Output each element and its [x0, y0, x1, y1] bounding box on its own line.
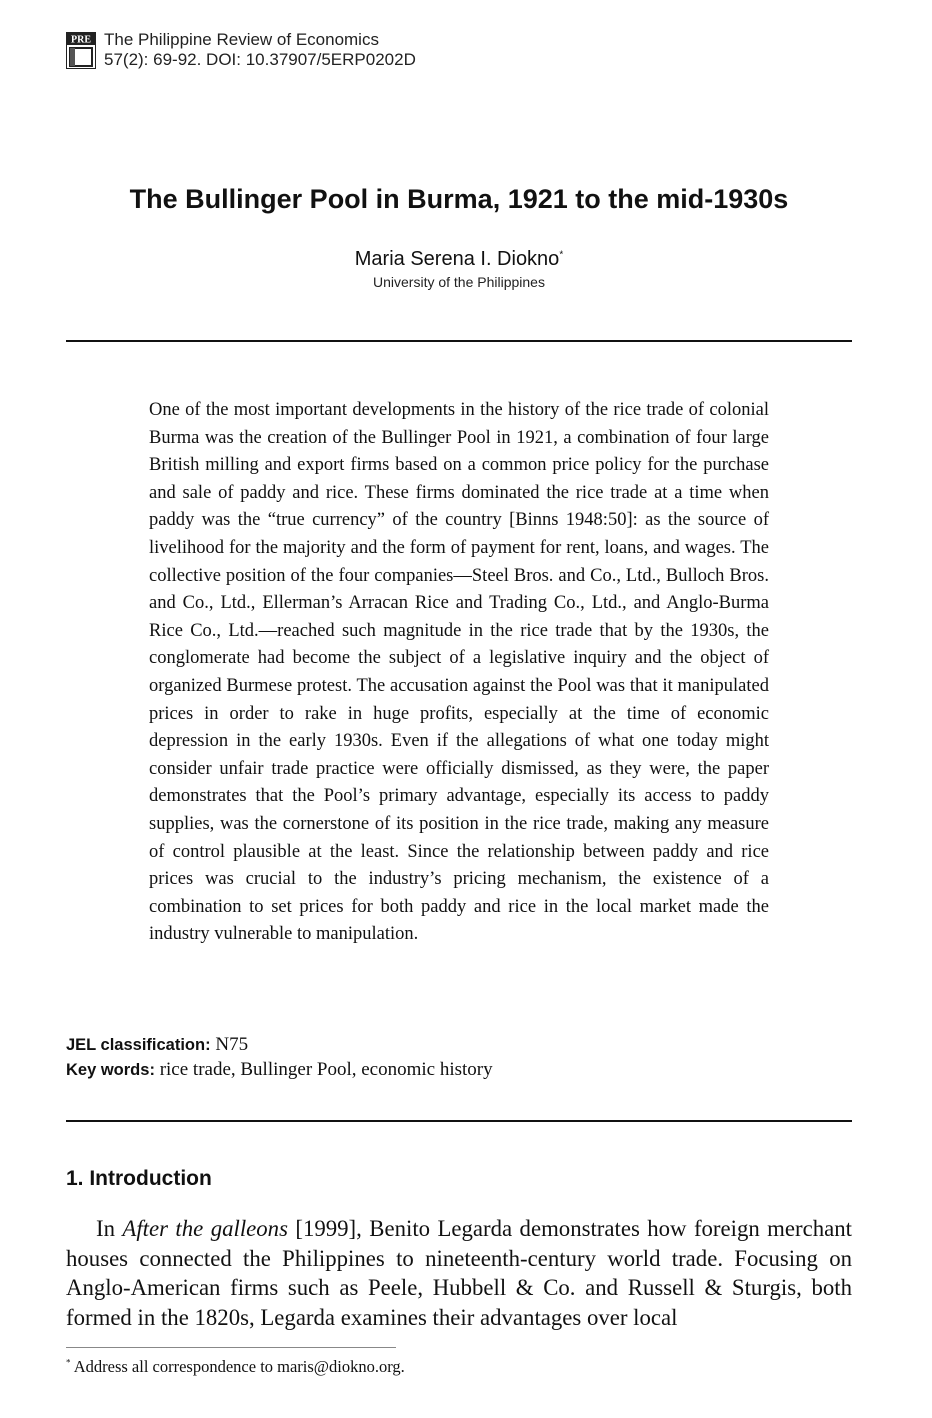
footnote-divider: [66, 1347, 396, 1348]
keywords-value: rice trade, Bullinger Pool, economic history: [159, 1059, 493, 1080]
footnote-text: Address all correspondence to maris@diokno.org.: [73, 1357, 405, 1376]
keywords-label: Key words:: [66, 1061, 155, 1079]
journal-logo-icon: [66, 32, 96, 69]
intro-text: [1999], Benito Legarda demonstrates how foreign merchant houses connected the Philippines to nineteenth-century world trade. Focusing on Anglo-American firms such as Peele, Hubbell & Co. and Russell & Sturgis, both formed in the 1820s, Legarda examines their advantages over local: [66, 1216, 852, 1330]
keywords: [66, 1058, 493, 1082]
author-footnote-mark: *: [559, 249, 564, 261]
journal-citation: 57(2): 69-92. DOI: 10.37907/5ERP0202D: [104, 50, 416, 69]
author-line: [0, 246, 918, 272]
intro-book-title: After the galleons: [122, 1216, 288, 1241]
section-heading-introduction: 1. Introduction: [66, 1167, 212, 1190]
journal-header: [66, 30, 416, 70]
introduction-paragraph: [66, 1214, 852, 1332]
author-affiliation: University of the Philippines: [373, 274, 545, 290]
article-title: The Bullinger Pool in Burma, 1921 to the mid-1930s: [129, 184, 789, 214]
bottom-divider: [66, 1120, 852, 1122]
footnote: [66, 1356, 405, 1378]
svg-text:PRE: PRE: [71, 34, 91, 46]
jel-classification: [66, 1033, 248, 1057]
abstract: One of the most important developments in the history of the rice trade of colonial Burma was the creation of the Bullinger Pool in 1921, a combination of four large British milling and export firms based on a common price policy for the purchase and sale of paddy and rice. These firms dominated the rice trade at a time when paddy was the “true currency” of the country [Binns 1948:50]: as the source of livelihood for the majority and the form of payment for rent, loans, and wages. The collective position of the four companies—Steel Bros. and Co., Ltd., Bulloch Bros. and Co., Ltd., Ellerman’s Arracan Rice and Trading Co., Ltd., and Anglo-Burma Rice Co., Ltd.—reached such magnitude in the rice trade that by the 1930s, the conglomerate had become the subject of a legislative inquiry and the object of organized Burmese protest. The accusation against the Pool was that it manipulated prices in order to rake in huge profits, especially at the time of economic depression in the early 1930s. Even if the allegations of what one today might consider unfair trade practice were officially dismissed, as they were, the paper demonstrates that the Pool’s primary advantage, especially its access to paddy supplies, was the cornerstone of its position in the rice trade, making any measure of control plausible at the least. Since the relationship between paddy and rice prices was crucial to the industry’s pricing mechanism, the existence of a combination to set prices for both paddy and rice in the local market made the industry vulnerable to manipulation.: [149, 400, 769, 945]
intro-lead: In: [96, 1216, 123, 1241]
author-name: Maria Serena I. Diokno: [354, 248, 560, 270]
jel-label: JEL classification:: [66, 1036, 211, 1054]
top-divider: [66, 340, 852, 342]
footnote-mark: *: [66, 1357, 71, 1368]
journal-name: The Philippine Review of Economics: [104, 30, 379, 49]
jel-value: N75: [215, 1034, 249, 1055]
